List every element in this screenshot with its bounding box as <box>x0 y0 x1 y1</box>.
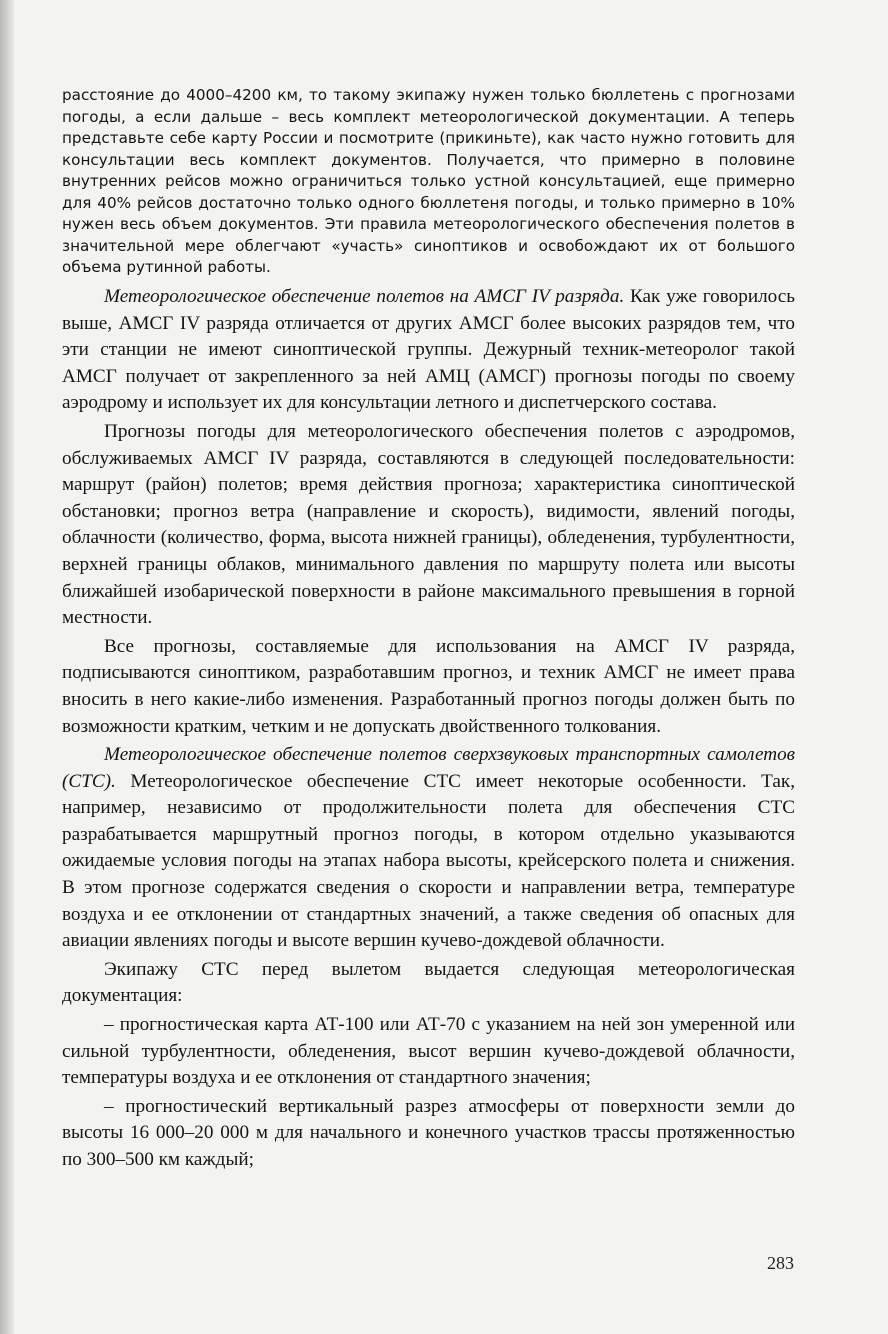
paragraph-text: Экипажу СТС перед вылетом выдается следующая метеорологическая документация: <box>62 958 795 1007</box>
paragraph-text: – прогностическая карта АТ-100 или АТ-70 с указанием на ней зон умеренной или сильной турбулентности, обледенения, высот вершин кучево-дождевой облачности, температуры воздуха и ее отклонения от стандартного значения; <box>62 1014 795 1089</box>
paragraph-text: Все прогнозы, составляемые для использования на АМСГ IV разряда, подписываются синоптиком, разработавшим прогноз, и техник АМСГ не имеет права вносить в него какие-либо изменения. Разработанный прогноз погоды должен быть по возможности кратким, четким и не допускать двойственного толкования. <box>62 635 795 737</box>
paragraph-text: Прогнозы погоды для метеорологического обеспечения полетов с аэродромов, обслуживаемых АМСГ IV разряда, составляются в следующей последовательности: маршрут (район) полетов; время действия прогноза; характеристика синоптической обстановки; прогноз ветра (направление и скорость), видимости, явлений погоды, облачности (количество, форма, высота нижней границы), обледенения, турбулентности, верхней границы облаков, минимального давления по маршруту полета или высоты ближайшей изобарической поверхности в районе максимального превышения в горной местности. <box>62 420 795 629</box>
paragraph-text: – прогностический вертикальный разрез атмосферы от поверхности земли до высоты 16 000–20 000 м для начального и конечного участков трассы протяженностью по 300–500 км каждый; <box>62 1095 795 1170</box>
section-heading: Метеорологическое обеспечение полетов на АМСГ IV разряда. <box>104 286 625 307</box>
top-paragraph: расстояние до 4000–4200 км, то такому экипажу нужен только бюллетень с прогнозами погоды, а если дальше – весь комплект метеорологической документации. А теперь представьте себе карту России и посмотрите (прикиньте), как часто нужно готовить для консультации весь комплект документов. Получается, что примерно в половине внутренних рейсов можно ограничиться только устной консультацией, еще примерно для 40% рейсов достаточно только одного бюллетеня погоды, и только примерно в 10% нужен весь объем документов. Эти правила метеорологического обеспечения полетов в значительной мере облегчают «участь» синоптиков и освобождают их от большого объема рутинной работы. <box>62 86 795 276</box>
page-number: 283 <box>767 1253 794 1273</box>
list-item <box>62 1012 795 1092</box>
page-edge-shadow <box>0 0 14 1334</box>
paragraph-text: Как уже говорилось выше, АМСГ IV разряда отличается от других АМСГ более высоких разрядов тем, что эти станции не имеют синоптической группы. Дежурный техник-метеоролог такой АМСГ получает от закрепленного за ней АМЦ (АМСГ) прогнозы погоды по своему аэродрому и использует их для консультации летного и диспетчерского состава. <box>62 286 795 414</box>
section-heading: Метеорологическое обеспечение полетов сверхзвуковых транспортных самолетов (СТС). <box>62 744 795 792</box>
paragraph-text: Метеорологическое обеспечение СТС имеет некоторые особенности. Так, например, независимо от продолжительности полета для обеспечения СТС разрабатывается маршрутный прогноз погоды, в котором отдельно указываются ожидаемые условия погоды на этапах набора высоты, крейсерского полета и снижения. В этом прогнозе содержатся сведения о скорости и направлении ветра, температуре воздуха и ее отклонении от стандартных значений, а также сведения об опасных для авиации явлениях погоды и высоте вершин кучево-дождевой облачности. <box>62 770 795 952</box>
paragraph-sts <box>62 742 795 955</box>
paragraph-amsg-iv <box>62 284 795 417</box>
paragraph-forecast-sequence <box>62 419 795 632</box>
paragraph-crew-documents <box>62 957 795 1010</box>
continuation-paragraph <box>62 85 795 279</box>
list-item <box>62 1094 795 1174</box>
main-text <box>62 284 795 1176</box>
paragraph-forecast-signing <box>62 634 795 740</box>
